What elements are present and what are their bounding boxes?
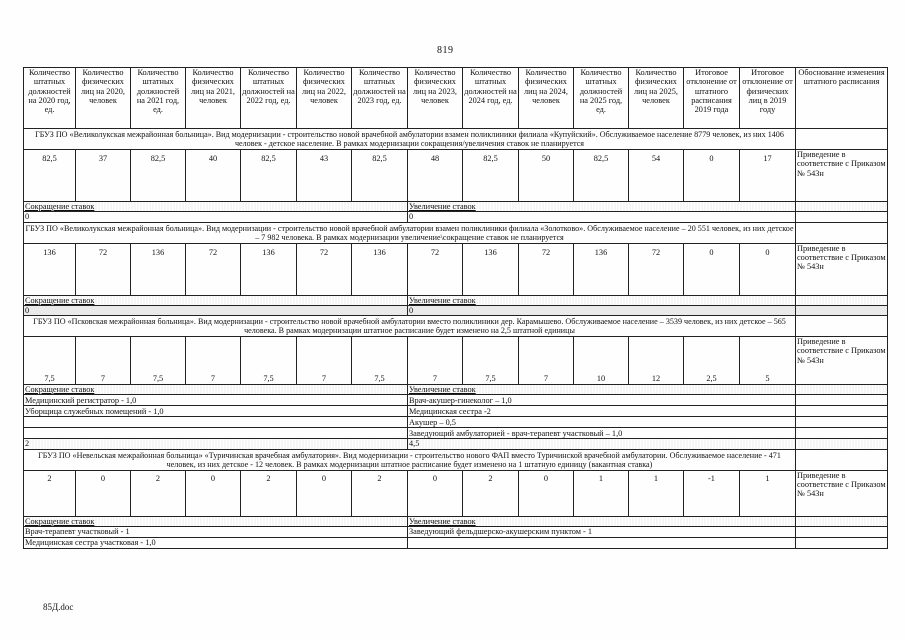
value-cell: 2	[131, 470, 186, 516]
section-title-row	[24, 129, 888, 150]
header-staff-2024: Количество штатных должностей на 2024 год, ед.	[463, 68, 519, 129]
value-cell: 7	[519, 337, 574, 385]
value-cell: 72	[408, 243, 463, 295]
change-item-row	[24, 395, 888, 406]
empty-cell	[796, 449, 888, 470]
empty-cell	[796, 439, 888, 449]
change-item-row	[24, 428, 888, 439]
decrease-label: Сокращение ставок	[24, 516, 408, 526]
page-number: 819	[437, 45, 454, 56]
empty-cell	[796, 316, 888, 337]
empty-cell	[796, 202, 888, 212]
data-row	[24, 150, 888, 202]
value-cell: 10	[574, 337, 629, 385]
value-cell: 0	[519, 470, 574, 516]
value-cell: 7,5	[241, 337, 297, 385]
value-cell: 0	[684, 243, 740, 295]
value-cell: 82,5	[241, 150, 297, 202]
staffing-table-sheet	[23, 67, 887, 549]
empty-cell	[796, 305, 888, 315]
change-label-row	[24, 385, 888, 395]
document-filename: 85Д.doc	[43, 602, 74, 612]
value-cell: 136	[24, 243, 76, 295]
value-cell: 0	[297, 470, 352, 516]
decrease-total: 0	[24, 305, 408, 315]
header-deviation-persons: Итоговое отклонение от физических лиц в 2019 году	[740, 68, 796, 129]
header-persons-2020: Количество физических лиц на 2020, человек	[76, 68, 131, 129]
section-title-row	[24, 449, 888, 470]
header-persons-2024: Количество физических лиц на 2024, человек	[519, 68, 574, 129]
value-cell: 7	[186, 337, 241, 385]
value-cell: 0	[76, 470, 131, 516]
value-cell: 17	[740, 150, 796, 202]
increase-item: Медицинская сестра -2	[408, 406, 796, 417]
value-cell: 43	[297, 150, 352, 202]
data-row	[24, 243, 888, 295]
justification-cell: Приведение в соответствие с Приказом № 543н	[796, 337, 888, 385]
section-title: ГБУЗ ПО «Великолукская межрайонная больница». Вид модернизации - строительство новой врачебной амбулатории взамен поликлиники филиала «Купуйский». Обслуживаемое население 8779 человек, из них 1406 человек - детское население. В рамках модернизации сокращения/увеличения ставок не планируется	[24, 129, 796, 150]
change-label-row	[24, 516, 888, 526]
empty-cell	[796, 222, 888, 243]
value-cell: 7	[408, 337, 463, 385]
value-cell: 82,5	[24, 150, 76, 202]
value-cell: 2	[24, 470, 76, 516]
value-cell: 50	[519, 150, 574, 202]
data-row	[24, 470, 888, 516]
change-item-row	[24, 417, 888, 428]
header-justification: Обоснование изменения штатного расписания	[796, 68, 888, 129]
value-cell: 136	[463, 243, 519, 295]
empty-cell	[796, 516, 888, 526]
increase-item	[408, 537, 796, 548]
data-row	[24, 337, 888, 385]
section-title: ГБУЗ ПО «Псковская межрайонная больница». Вид модернизации - строительство новой врачебной амбулатории вместо поликлиники дер. Карамышево. Обслуживаемое население – 3539 человек, из них детское – 565 человека. В рамках модернизации штатное расписание будет изменено на 2,5 штатной единицы	[24, 316, 796, 337]
decrease-item	[24, 428, 408, 439]
header-staff-2020: Количество штатных должностей на 2020 год, ед.	[24, 68, 76, 129]
empty-cell	[796, 417, 888, 428]
increase-label: Увеличение ставок	[408, 516, 796, 526]
value-cell: 7,5	[24, 337, 76, 385]
decrease-total: 2	[24, 439, 408, 449]
header-staff-2022: Количество штатных должностей на 2022 год, ед.	[241, 68, 297, 129]
value-cell: 7	[76, 337, 131, 385]
value-cell: 0	[684, 150, 740, 202]
increase-item: Врач-акушер-гинеколог – 1,0	[408, 395, 796, 406]
decrease-item: Медицинская сестра участковая - 1,0	[24, 537, 408, 548]
header-staff-2023: Количество штатных должностей на 2023 год, ед.	[352, 68, 408, 129]
decrease-label: Сокращение ставок	[24, 202, 408, 212]
increase-item: Заведующий амбулаторией - врач-терапевт участковый – 1,0	[408, 428, 796, 439]
section-title-row	[24, 222, 888, 243]
value-cell: 0	[740, 243, 796, 295]
value-cell: 72	[76, 243, 131, 295]
header-staff-2025: Количество штатных должностей на 2025 год, ед.	[574, 68, 629, 129]
increase-total: 0	[408, 212, 796, 222]
value-cell: 40	[186, 150, 241, 202]
section-title-row	[24, 316, 888, 337]
change-item-row	[24, 537, 888, 548]
section-title: ГБУЗ ПО «Великолукская межрайонная больница». Вид модернизации - строительство новой врачебной амбулатории взамен поликлиники филиала «Золотково». Обслуживаемое население – 20 551 человек, из них детское – 7 982 человека. В рамках модернизации увеличение\сокращение ставок не планируется	[25, 223, 794, 242]
change-total-row	[24, 439, 888, 449]
empty-cell	[796, 526, 888, 537]
value-cell: 72	[519, 243, 574, 295]
value-cell: 1	[629, 470, 684, 516]
change-label-row	[24, 295, 888, 305]
increase-total: 0	[408, 305, 796, 315]
header-persons-2025: Количество физических лиц на 2025, человек	[629, 68, 684, 129]
value-cell: 7,5	[463, 337, 519, 385]
empty-cell	[796, 129, 888, 150]
value-cell: 2	[352, 470, 408, 516]
value-cell: 82,5	[463, 150, 519, 202]
change-item-row	[24, 526, 888, 537]
header-persons-2023: Количество физических лиц на 2023, человек	[408, 68, 463, 129]
value-cell: 82,5	[131, 150, 186, 202]
increase-item: Акушер – 0,5	[408, 417, 796, 428]
value-cell: 7,5	[352, 337, 408, 385]
value-cell: 1	[574, 470, 629, 516]
empty-cell	[796, 385, 888, 395]
justification-cell: Приведение в соответствие с Приказом № 543н	[796, 470, 888, 516]
header-persons-2021: Количество физических лиц на 2021, человек	[186, 68, 241, 129]
value-cell: 72	[629, 243, 684, 295]
value-cell: 136	[352, 243, 408, 295]
decrease-item: Медицинский регистратор - 1,0	[24, 395, 408, 406]
header-row	[24, 68, 888, 129]
decrease-item: Уборщица служебных помещений - 1,0	[24, 406, 408, 417]
increase-item: Заведующий фельдшерско-акушерским пунктом - 1	[408, 526, 796, 537]
decrease-label: Сокращение ставок	[24, 385, 408, 395]
value-cell: 37	[76, 150, 131, 202]
change-total-row	[24, 305, 888, 315]
decrease-label: Сокращение ставок	[24, 295, 408, 305]
value-cell: 136	[574, 243, 629, 295]
decrease-item	[24, 417, 408, 428]
value-cell: 7	[297, 337, 352, 385]
value-cell: 5	[740, 337, 796, 385]
justification-cell: Приведение в соответствие с Приказом № 543н	[796, 150, 888, 202]
header-deviation-staff: Итоговое отклонение от штатного расписания 2019 года	[684, 68, 740, 129]
value-cell: 0	[408, 470, 463, 516]
value-cell: 1	[740, 470, 796, 516]
header-persons-2022: Количество физических лиц на 2022, человек	[297, 68, 352, 129]
empty-cell	[796, 395, 888, 406]
empty-cell	[796, 212, 888, 222]
empty-cell	[796, 295, 888, 305]
increase-label: Увеличение ставок	[408, 385, 796, 395]
value-cell: 72	[186, 243, 241, 295]
change-item-row	[24, 406, 888, 417]
value-cell: 54	[629, 150, 684, 202]
decrease-item: Врач-терапевт участковый - 1	[24, 526, 408, 537]
value-cell: 0	[186, 470, 241, 516]
increase-total: 4,5	[408, 439, 796, 449]
section-title: ГБУЗ ПО «Невельская межрайонная больница» «Туричинская врачебная амбулатория». Вид модернизации - строительство нового ФАП вместо Туричинской врачебной амбулатории. Обслуживаемое население - 471 человек, из них детское - 12 человек. В рамках модернизации штатное расписание будет изменено на 1 штатную единицу (вакантная ставка)	[24, 449, 796, 470]
value-cell: 82,5	[352, 150, 408, 202]
empty-cell	[796, 406, 888, 417]
header-staff-2021: Количество штатных должностей на 2021 год, ед.	[131, 68, 186, 129]
empty-cell	[796, 428, 888, 439]
value-cell: 2,5	[684, 337, 740, 385]
value-cell: 2	[463, 470, 519, 516]
value-cell: 72	[297, 243, 352, 295]
value-cell: 136	[131, 243, 186, 295]
increase-label: Увеличение ставок	[408, 202, 796, 212]
value-cell: 136	[241, 243, 297, 295]
value-cell: 2	[241, 470, 297, 516]
value-cell: -1	[684, 470, 740, 516]
justification-cell: Приведение в соответствие с Приказом № 543н	[796, 243, 888, 295]
value-cell: 82,5	[574, 150, 629, 202]
value-cell: 48	[408, 150, 463, 202]
value-cell: 7,5	[131, 337, 186, 385]
decrease-total: 0	[24, 212, 408, 222]
staffing-table	[23, 67, 888, 549]
empty-cell	[796, 537, 888, 548]
increase-label: Увеличение ставок	[408, 295, 796, 305]
change-label-row	[24, 202, 888, 212]
change-total-row	[24, 212, 888, 222]
value-cell: 12	[629, 337, 684, 385]
